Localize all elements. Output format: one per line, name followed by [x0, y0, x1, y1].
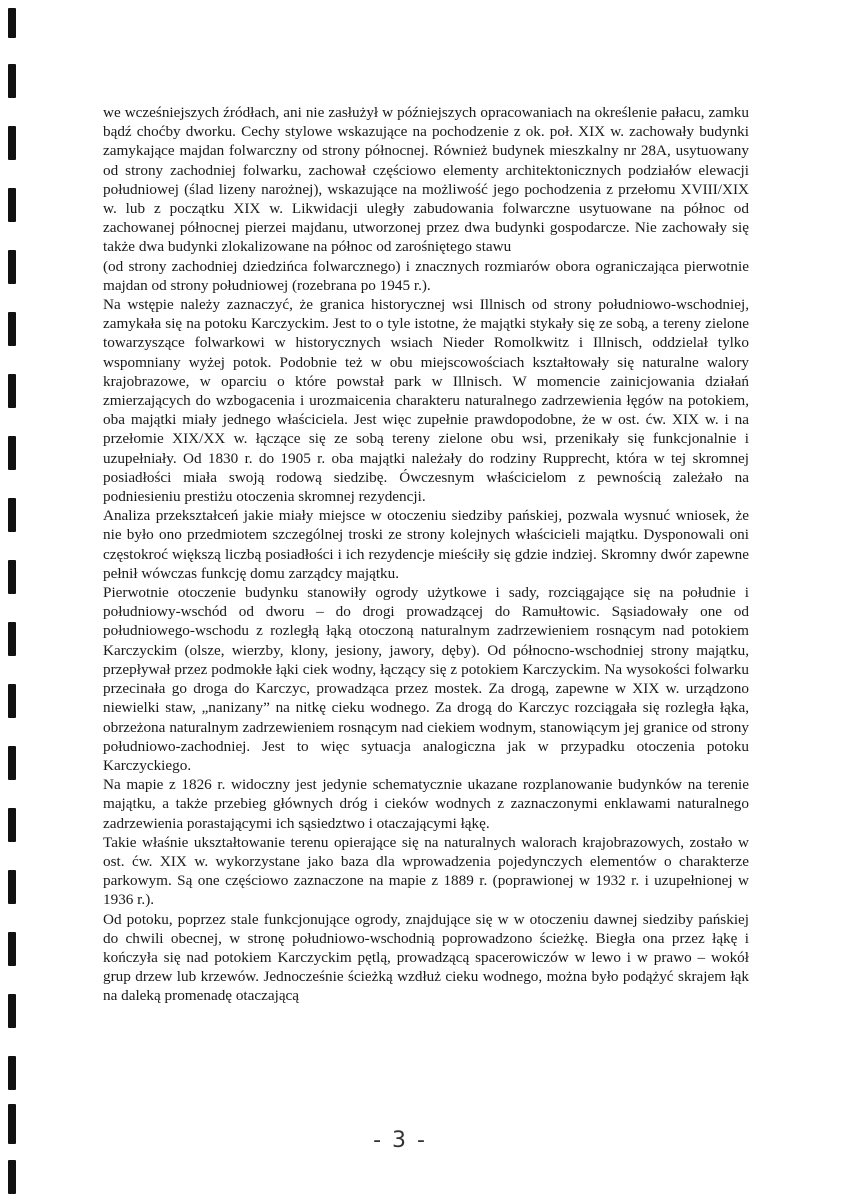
paragraph: Na wstępie należy zaznaczyć, że granica historycznej wsi Illnisch od strony południowo-wschodniej, zamykała się na potoku Karczyckim. Jest to o tyle istotne, że majątki stykały się ze sobą, a tereny zielone towarzyszące folwarkowi w historycznych wsiach Nieder Romolkwitz i Illnisch, oddzielał tylko wspomniany wyżej potok. Podobnie też w obu miejscowościach kształtowały się naturalne walory krajobrazowe, w oparciu o które powstał park w Illnisch. W momencie zainicjowania działań zmierzających do wzbogacenia i urozmaicenia charakteru naturalnego zadrzewienia łęgów na potokiem, oba majątki miały jednego właściciela. Jest więc zupełnie prawdopodobne, że w ost. ćw. XIX w. i na przełomie XIX/XX w. łączące się ze sobą tereny zielone obu wsi, przenikały się funkcjonalnie i uzupełniały. Od 1830 r. do 1905 r. oba majątki należały do rodziny Rupprecht, która w tej skromnej posiadłości miała swoją rodową siedzibę. Ówczesnym właścicielom z pewnością zależało na podniesieniu prestiżu otoczenia skromnej rezydencji.	[103, 296, 749, 506]
binding-mark	[8, 8, 16, 38]
paragraph: (od strony zachodniej dziedzińca folwarcznego) i znacznych rozmiarów obora ograniczająca pierwotnie majdan od strony południowej (rozebrana po 1945 r.).	[103, 257, 749, 294]
binding-mark	[8, 436, 16, 470]
binding-mark	[8, 684, 16, 718]
binding-mark	[8, 808, 16, 842]
paragraph: Od potoku, poprzez stale funkcjonujące ogrody, znajdujące się w w otoczeniu dawnej siedziby pańskiej do chwili obecnej, w stronę południowo-wschodnią poprowadzono ścieżkę. Biegła ona przez łąkę i kończyła się nad potokiem Karczyckim pętlą, prowadzącą spacerowiczów w lewo i w prawo – wokół grup drzew lub krzewów. Jednocześnie ścieżką wzdłuż cieku wodnego, można było podążyć skrajem łąk na daleką promenadę otaczającą	[103, 910, 749, 1005]
binding-mark	[8, 1160, 16, 1194]
binding-mark	[8, 188, 16, 222]
binding-mark	[8, 1104, 16, 1144]
binding-marks	[8, 0, 18, 1199]
binding-mark	[8, 126, 16, 160]
binding-mark	[8, 870, 16, 904]
binding-mark	[8, 932, 16, 966]
paragraph: Na mapie z 1826 r. widoczny jest jedynie schematycznie ukazane rozplanowanie budynków na terenie majątku, a także przebieg głównych dróg i cieków wodnych z zaznaczonymi enklawami naturalnego zadrzewienia porastającymi ich sąsiedztwo i otaczającymi łąkę.	[103, 776, 749, 832]
binding-mark	[8, 560, 16, 594]
paragraph: Pierwotnie otoczenie budynku stanowiły ogrody użytkowe i sady, rozciągające się na południe i południowy-wschód od dworu – do drogi prowadzącej do Ramułtowic. Sąsiadowały one od południowego-wschodu z rozległą łąką otoczoną naturalnym zadrzewieniem rosnącym nad potokiem Karczyckim (olsze, wierzby, klony, jesiony, jawory, dęby). Od północno-wschodniej strony majątku, przepływał przez podmokłe łąki ciek wodny, łączący się z potokiem Karczyckim. Na wysokości folwarku przecinała go droga do Karczyc, prowadząca przez mostek. Za drogą, zapewne w XIX w. urządzono niewielki staw, „nanizany” na nitkę cieku wodnego. Za drogą do Karczyc rozciągała się rozległa łąka, obrzeżona naturalnym zadrzewieniem rosnącym nad ciekiem wodnym, stanowiącym jej granice od strony południowo-zachodniej. Jest to więc sytuacja analogiczna jak w przypadku otoczenia potoku Karczyckiego.	[103, 584, 749, 774]
binding-mark	[8, 622, 16, 656]
paragraph: Analiza przekształceń jakie miały miejsce w otoczeniu siedziby pańskiej, pozwala wysnuć wniosek, że nie było ono przedmiotem szczególnej troski ze strony kolejnych właścicieli majątku. Dysponowali oni częstokroć większą liczbą posiadłości i ich rezydencje mieściły się gdzie indziej. Skromny dwór zapewne pełnił wówczas funkcję domu zarządcy majątku.	[103, 507, 749, 582]
binding-mark	[8, 374, 16, 408]
binding-mark	[8, 746, 16, 780]
page-number: - 3 -	[373, 1128, 427, 1153]
binding-mark	[8, 250, 16, 284]
paragraph: we wcześniejszych źródłach, ani nie zasłużył w późniejszych opracowaniach na określenie pałacu, zamku bądź choćby dworku. Cechy stylowe wskazujące na pochodzenie z ok. poł. XIX w. zachowały budynki zamykające majdan folwarczny od strony północnej. Również budynek mieszkalny nr 28A, usytuowany od strony zachodniej folwarku, zachował częściowo elementy architektonicznych podziałów elewacji południowej (ślad lizeny narożnej), wskazujące na możliwość jego pochodzenia z przełomu XVIII/XIX w. lub z początku XIX w. Likwidacji uległy zabudowania folwarczne usytuowane na północ od zachowanej północnej pierzei majdanu, utworzonej przez dwa budynki gospodarcze. Nie zachowały się także dwa budynki zlokalizowane na północ od zarośniętego stawu	[103, 104, 749, 256]
binding-mark	[8, 994, 16, 1028]
binding-mark	[8, 498, 16, 532]
binding-mark	[8, 64, 16, 98]
binding-mark	[8, 312, 16, 346]
document-body	[103, 103, 749, 1006]
paragraph: Takie właśnie ukształtowanie terenu opierające się na naturalnych walorach krajobrazowych, zostało w ost. ćw. XIX w. wykorzystane jako baza dla wprowadzenia pojedynczych elementów o charakterze parkowym. Są one częściowo zaznaczone na mapie z 1889 r. (poprawionej w 1932 r. i uzupełnionej w 1936 r.).	[103, 833, 749, 909]
binding-mark	[8, 1056, 16, 1090]
